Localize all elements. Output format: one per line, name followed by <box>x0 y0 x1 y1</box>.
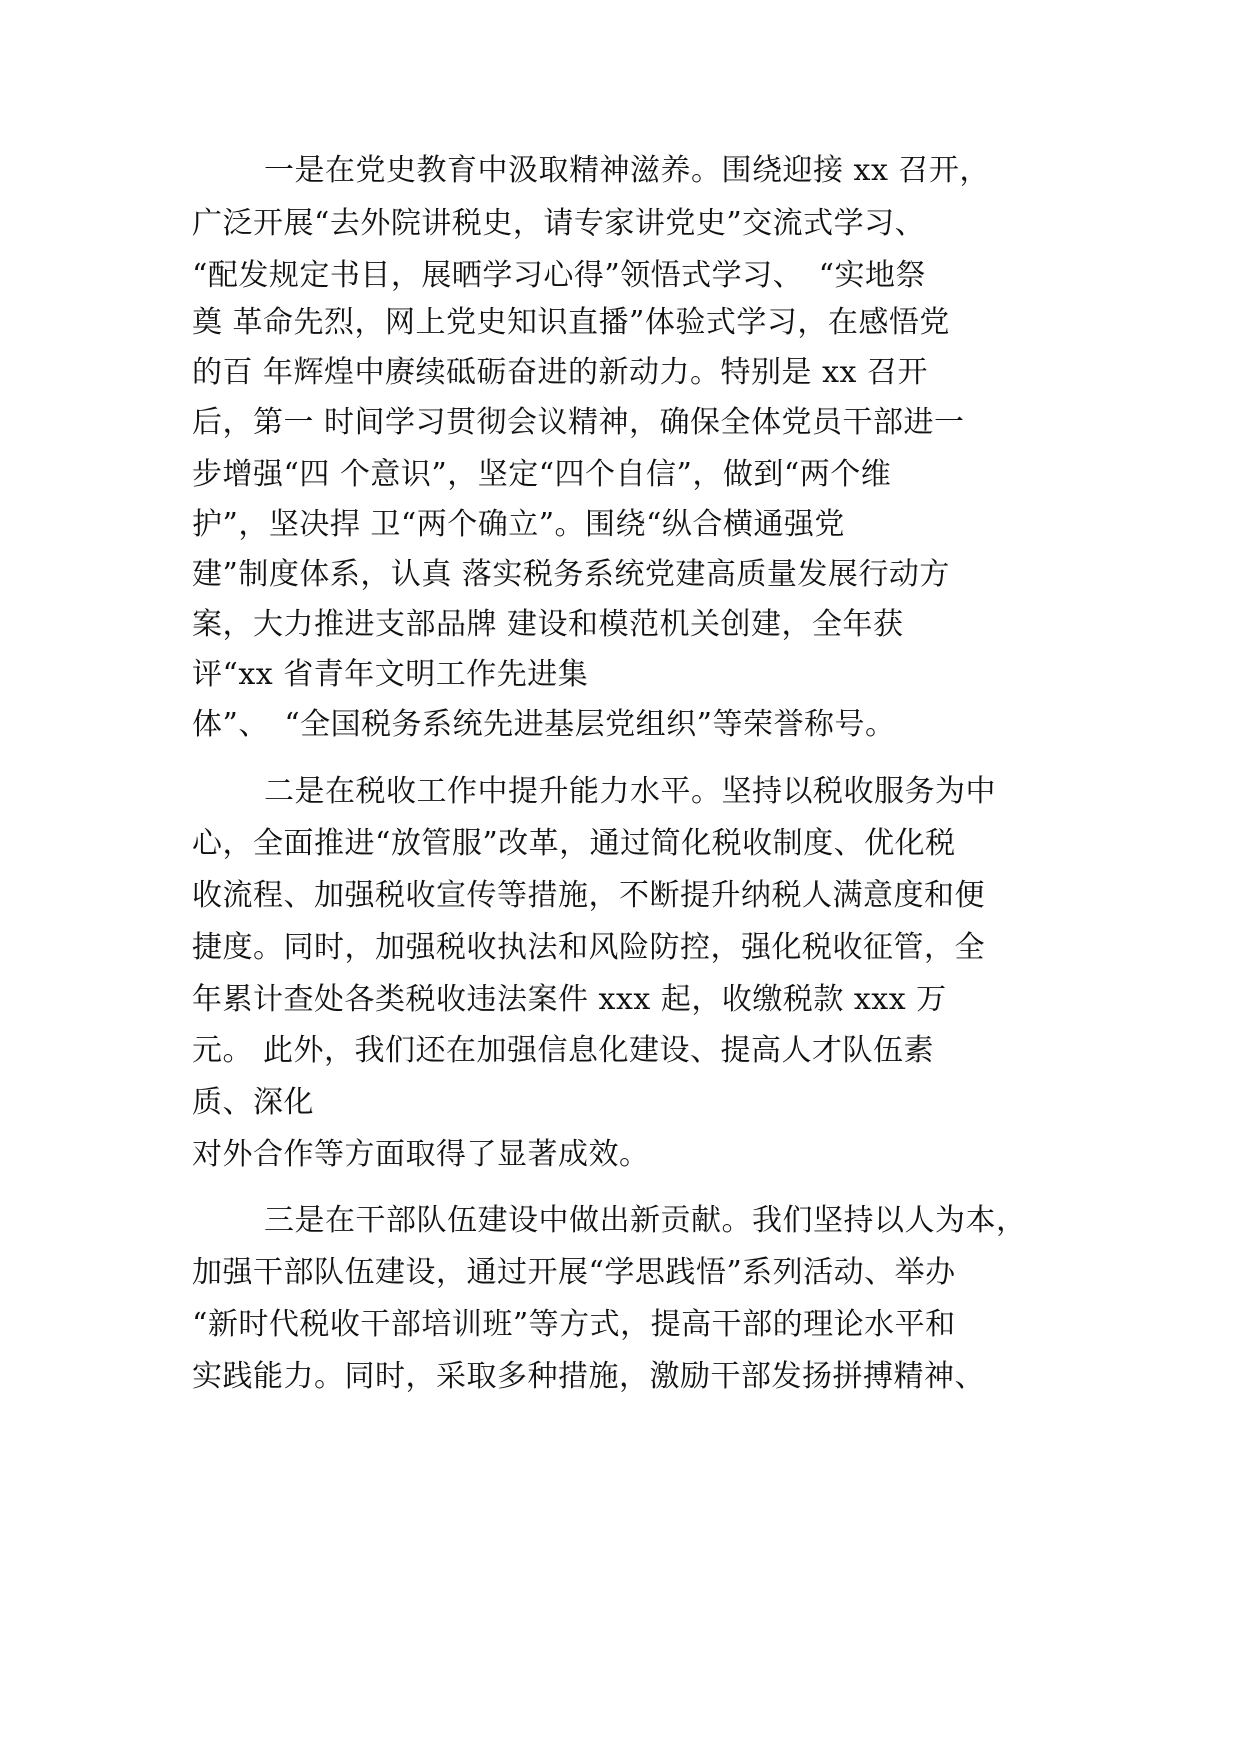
text-line: 二是在税收工作中提升能力水平。坚持以税收服务为中 <box>264 774 996 809</box>
text-line: 步增强“四 个意识”，坚定“四个自信”，做到“两个维 <box>192 457 892 492</box>
text-line: 元。 此外，我们还在加强信息化建设、提高人才队伍素 <box>192 1033 935 1068</box>
text-line: 广泛开展“去外院讲税史，请专家讲党史”交流式学习、 <box>192 206 926 241</box>
text-line: “新时代税收干部培训班”等方式，提高干部的理论水平和 <box>192 1307 956 1342</box>
text-line: 心，全面推进“放管服”改革，通过简化税收制度、优化税 <box>192 826 956 861</box>
text-line: 一是在党史教育中汲取精神滋养。围绕迎接 xx 召开， <box>264 153 990 188</box>
text-line: 实践能力。同时，采取多种措施，激励干部发扬拼搏精神、 <box>192 1359 985 1394</box>
text-line: 体”、 “全国税务系统先进基层党组织”等荣誉称号。 <box>192 707 896 742</box>
text-line: 质、深化 <box>192 1085 314 1120</box>
text-line: 对外合作等方面取得了显著成效。 <box>192 1137 650 1172</box>
text-line: 奠 革命先烈，网上党史知识直播”体验式学习，在感悟党 <box>192 305 950 340</box>
text-line: “配发规定书目，展晒学习心得”领悟式学习、 “实地祭 <box>192 258 927 293</box>
text-line: 后，第一 时间学习贯彻会议精神，确保全体党员干部进一 <box>192 405 965 440</box>
text-line: 的百 年辉煌中赓续砥砺奋进的新动力。特别是 xx 召开 <box>192 355 928 390</box>
text-line: 年累计查处各类税收违法案件 xxx 起，收缴税款 xxx 万 <box>192 982 947 1017</box>
text-line: 收流程、加强税收宣传等措施，不断提升纳税人满意度和便 <box>192 878 985 913</box>
text-line: 建”制度体系，认真 落实税务系统党建高质量发展行动方 <box>192 557 950 592</box>
text-line: 评“xx 省青年文明工作先进集 <box>192 657 589 692</box>
text-line: 加强干部队伍建设，通过开展“学思践悟”系列活动、举办 <box>192 1255 956 1290</box>
text-line: 护”，坚决捍 卫“两个确立”。围绕“纵合横通强党 <box>192 507 845 542</box>
text-line: 三是在干部队伍建设中做出新贡献。我们坚持以人为本， <box>264 1203 1027 1238</box>
text-line: 捷度。同时，加强税收执法和风险防控，强化税收征管，全 <box>192 930 985 965</box>
text-line: 案，大力推进支部品牌 建设和模范机关创建，全年获 <box>192 607 904 642</box>
